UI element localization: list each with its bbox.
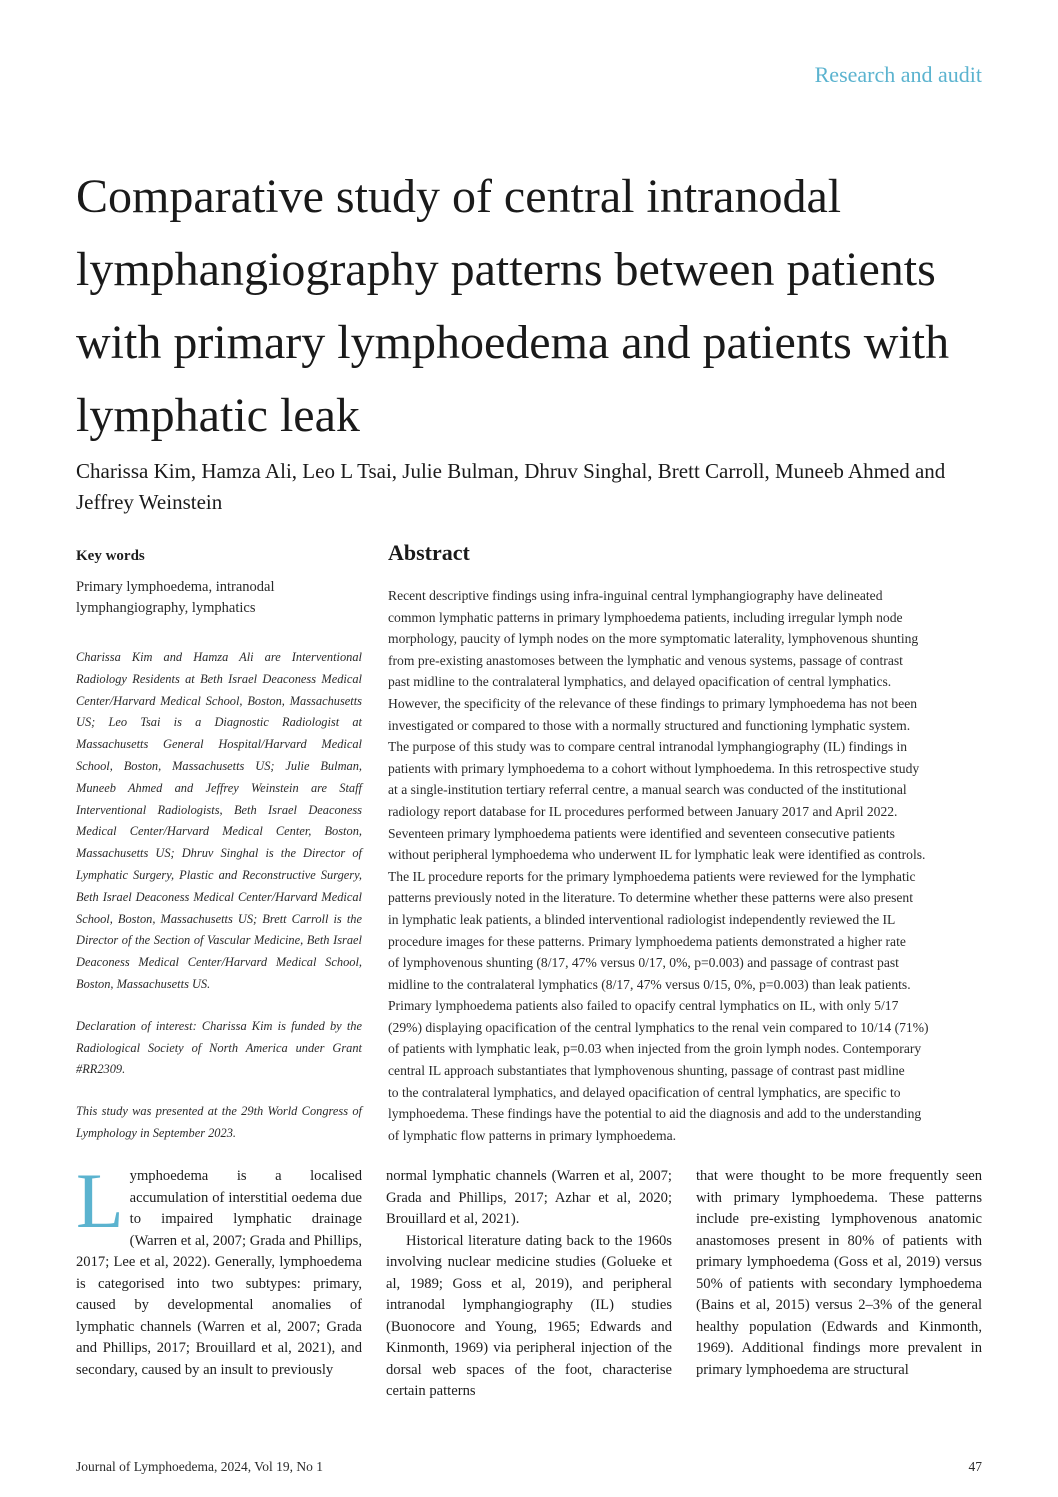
abstract-line: at a single-institution tertiary referral centre, a manual search was conducted of the institutional	[388, 782, 907, 798]
abstract-line: patients with primary lymphoedema to a cohort without lymphoedema. In this retrospective study	[388, 760, 920, 776]
abstract-line: investigated or compared to those with a normally structured and functioning lymphatic system.	[388, 717, 911, 733]
abstract-line: lymphoedema. These findings have the potential to aid the diagnosis and add to the understanding	[388, 1106, 922, 1122]
abstract-line: of patients with lymphatic leak, p=0.03 when injected from the groin lymph nodes. Contemporary	[388, 1041, 922, 1057]
abstract-text	[388, 585, 982, 1146]
abstract-line: in lymphatic leak patients, a blinded interventional radiologist independently reviewed the IL	[388, 911, 896, 927]
abstract-line: without peripheral lymphoedema who underwent IL for lymphatic leak were identified as controls.	[388, 847, 926, 863]
abstract-line: However, the specificity of the relevance of these findings to primary lymphoedema has not been	[388, 695, 918, 711]
body-paragraph: that were thought to be more frequently seen with primary lymphoedema. These patterns include pre-existing lymphovenous anatomic anastomoses present in 80% of patients with primary lymphoedema (Goss et al, 2019) versus 50% of patients with secondary lymphoedema (Bains et al, 2015) versus 2–3% of the general healthy population (Edwards and Kinmonth, 1969). Additional findings more prevalent in primary lymphoedema are structural	[696, 1168, 982, 1378]
page-number: 47	[968, 1459, 982, 1474]
abstract-line: patterns previously noted in the literature. To determine whether these patterns were also present	[388, 890, 913, 906]
abstract-line: (29%) displaying opacification of the central lymphatics to the renal vein compared to 10/14 (71%)	[388, 1019, 929, 1035]
abstract-line: morphology, paucity of lymph nodes on the more symptomatic laterality, lymphovenous shunting	[388, 631, 919, 647]
body-text: ymphoedema is a localised accumulation of interstitial oedema due to impaired lymphatic drainage (Warren et al, 2007; Grada and Phillips, 2017; Lee et al, 2022). Generally, lymphoedema is categorised into two subtypes: primary, caused by developmental anomalies of lymphatic channels (Warren et al, 2007; Grada and Phillips, 2017; Brouillard et al, 2021), and secondary, caused by an insult to previously	[76, 1168, 362, 1378]
abstract-line: Recent descriptive findings using infra-inguinal central lymphangiography have delineated	[388, 588, 883, 603]
abstract-line: procedure images for these patterns. Primary lymphoedema patients demonstrated a higher rate	[388, 933, 906, 949]
abstract-line: of lymphovenous shunting (8/17, 47% versus 0/17, 0%, p=0.003) and passage of contrast past	[388, 955, 899, 971]
abstract-line: The IL procedure reports for the primary lymphoedema patients were reviewed for the lymphatic	[388, 868, 916, 884]
abstract-line: midline to the contralateral lymphatics (8/17, 47% versus 0/15, 0%, p=0.003) than leak patients.	[388, 976, 911, 992]
declaration-of-interest: Declaration of interest: Charissa Kim is funded by the Radiological Society of North America under Grant #RR2309.	[76, 1018, 362, 1077]
abstract-line: central IL approach substantiates that lymphovenous shunting, passage of contrast past midline	[388, 1063, 905, 1079]
abstract-line: from pre-existing anastomoses between the lymphatic and venous systems, passage of contrast	[388, 652, 903, 668]
abstract-line: radiology report database for IL procedures performed between January 2017 and April 2022.	[388, 803, 898, 819]
section-label: Research and audit	[814, 62, 982, 87]
body-column-3	[696, 1166, 982, 1381]
body-column-2	[386, 1166, 672, 1403]
body-paragraph	[76, 1157, 362, 1381]
body-paragraph: Historical literature dating back to the 1960s involving nuclear medicine studies (Golueke et al, 1989; Goss et al, 2019), and peripheral intranodal lymphangiography (IL) studies (Buonocore and Young, 1965; Edwards and Kinmonth, 1969) via peripheral injection of the dorsal web spaces of the foot, characterise certain patterns	[386, 1232, 672, 1399]
sidebar	[76, 548, 362, 1165]
keywords-text: Primary lymphoedema, intranodal lymphangiography, lymphatics	[76, 579, 275, 616]
abstract-line: past midline to the contralateral lymphatics, and delayed opacification of central lymphatics.	[388, 674, 892, 690]
keywords-heading: Key words	[76, 548, 145, 564]
abstract-line: common lymphatic patterns in primary lymphoedema patients, including irregular lymph node	[388, 609, 903, 625]
abstract-line: The purpose of this study was to compare central intranodal lymphangiography (IL) findings in	[388, 739, 908, 755]
abstract-line: Primary lymphoedema patients also failed to opacify central lymphatics on IL, with only 5/17	[388, 998, 899, 1014]
author-affiliations: Charissa Kim and Hamza Ali are Interventional Radiology Residents at Beth Israel Deaconess Medical Center/Harvard Medical School, Boston, Massachusetts US; Leo Tsai is a Diagnostic Radiologist at Massachusetts General Hospital/Harvard Medical School, Boston, Massachusetts US; Julie Bulman, Muneeb Ahmed and Jeffrey Weinstein are Staff Interventional Radiologists, Beth Israel Deaconess Medical Center/Harvard Medical Center, Boston, Massachusetts US; Dhruv Singhal is the Director of Lymphatic Surgery, Plastic and Reconstructive Surgery, Beth Israel Deaconess Medical Center/Harvard Medical School, Boston, Massachusetts US; Brett Carroll is the Director of the Section of Vascular Medicine, Beth Israel Deaconess Medical Center/Harvard Medical School, Boston, Massachusetts US.	[76, 650, 362, 991]
abstract-section	[388, 540, 982, 1146]
abstract-line: Seventeen primary lymphoedema patients were identified and seventeen consecutive patients	[388, 825, 895, 841]
presentation-note: This study was presented at the 29th World Congress of Lymphology in September 2023.	[76, 1104, 362, 1140]
article-title: Comparative study of central intranodal lymphangiography patterns between patients with primary lymphoedema and patients with lymphatic leak	[76, 170, 950, 442]
journal-citation: Journal of Lymphoedema, 2024, Vol 19, No 1	[76, 1459, 323, 1474]
drop-cap: L	[76, 1157, 124, 1244]
body-column-1	[76, 1157, 362, 1381]
body-paragraph: normal lymphatic channels (Warren et al, 2007; Grada and Phillips, 2017; Azhar et al, 2020; Brouillard et al, 2021).	[386, 1168, 672, 1227]
abstract-line: of lymphatic flow patterns in primary lymphoedema.	[388, 1127, 677, 1143]
abstract-heading: Abstract	[388, 540, 470, 565]
author-list: Charissa Kim, Hamza Ali, Leo L Tsai, Julie Bulman, Dhruv Singhal, Brett Carroll, Muneeb Ahmed and Jeffrey Weinstein	[76, 459, 946, 514]
abstract-line: to the contralateral lymphatics, and delayed opacification of central lymphatics, are specific to	[388, 1084, 901, 1100]
